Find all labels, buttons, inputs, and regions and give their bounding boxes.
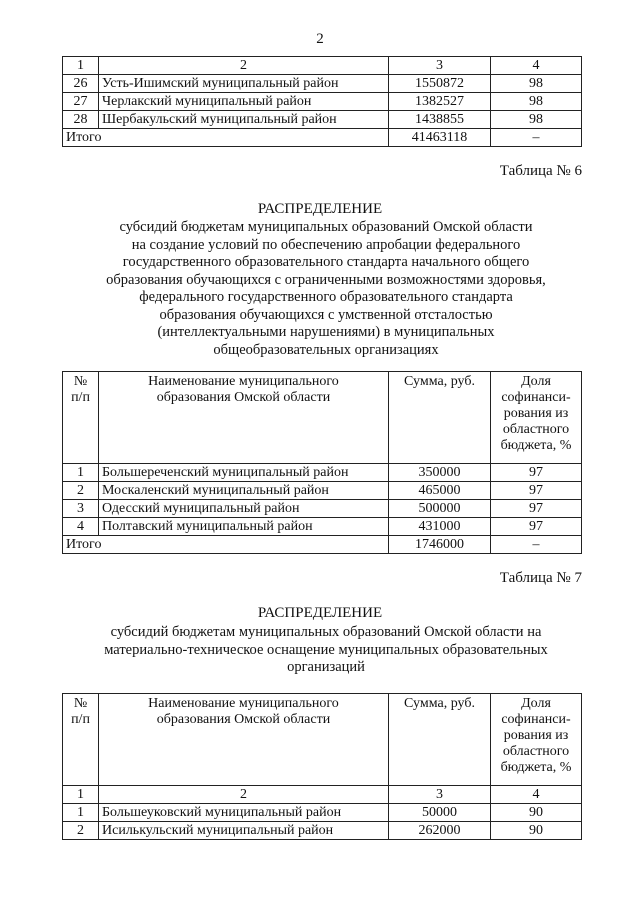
row-name: Шербакульский муниципальный район <box>99 111 389 129</box>
row-name: Усть-Ишимский муниципальный район <box>99 75 389 93</box>
table-row <box>63 500 582 518</box>
table-row <box>63 75 582 93</box>
row-share: 90 <box>491 804 582 822</box>
row-name: Полтавский муниципальный район <box>99 518 389 536</box>
row-name: Черлакский муниципальный район <box>99 93 389 111</box>
table6 <box>62 371 582 554</box>
col-number: 3 <box>389 786 491 804</box>
col-number: 1 <box>63 786 99 804</box>
table7-title: РАСПРЕДЕЛЕНИЕ <box>257 605 383 621</box>
col-number: 4 <box>491 786 582 804</box>
header-share: Доля софинанси- рования из областного бюджета, % <box>491 372 582 464</box>
subtitle-line: (интеллектуальными нарушениями) в муниципальных <box>157 324 495 340</box>
col-number: 3 <box>389 57 491 75</box>
row-sum: 1382527 <box>389 93 491 111</box>
table-row <box>63 111 582 129</box>
header-name: Наименование муниципального образования Омской области <box>99 372 389 464</box>
table7 <box>62 693 582 840</box>
table6-subtitle <box>80 219 572 359</box>
row-share: 98 <box>491 111 582 129</box>
row-share: 98 <box>491 75 582 93</box>
subtitle-line: общеобразовательных организациях <box>213 341 439 358</box>
row-sum: 1550872 <box>389 75 491 93</box>
subtitle-line: образования обучающихся с ограниченными возможностями здоровья, <box>106 271 546 288</box>
table7-number: Таблица № 7 <box>499 570 582 586</box>
row-sum: 50000 <box>389 804 491 822</box>
row-name: Москаленский муниципальный район <box>99 482 389 500</box>
table7-subtitle <box>64 624 588 677</box>
page-number: 2 <box>316 31 324 47</box>
row-share: 98 <box>491 93 582 111</box>
header-share: Доля софинанси- рования из областного бюджета, % <box>491 694 582 786</box>
subtitle-line: на создание условий по обеспечению апробации федерального <box>131 236 521 253</box>
total-row <box>63 129 582 147</box>
row-sum: 262000 <box>389 822 491 840</box>
header-row <box>63 694 582 786</box>
row-num: 1 <box>63 804 99 822</box>
row-num: 2 <box>63 822 99 840</box>
total-label: Итого <box>63 536 389 554</box>
row-name: Исилькульский муниципальный район <box>99 822 389 840</box>
row-share: 97 <box>491 500 582 518</box>
row-num: 1 <box>63 464 99 482</box>
row-name: Одесский муниципальный район <box>99 500 389 518</box>
column-number-row <box>63 786 582 804</box>
subtitle-line: государственного образовательного стандарта начального общего <box>122 254 530 270</box>
row-share: 97 <box>491 482 582 500</box>
row-sum: 465000 <box>389 482 491 500</box>
table-row <box>63 518 582 536</box>
table-continuation <box>62 56 582 147</box>
table-row <box>63 804 582 822</box>
header-sum: Сумма, руб. <box>389 694 491 786</box>
row-sum: 500000 <box>389 500 491 518</box>
total-sum: 1746000 <box>389 536 491 554</box>
header-num: № п/п <box>63 694 99 786</box>
row-num: 26 <box>63 75 99 93</box>
col-number: 4 <box>491 57 582 75</box>
row-name: Большереченский муниципальный район <box>99 464 389 482</box>
table6-title: РАСПРЕДЕЛЕНИЕ <box>257 201 383 217</box>
column-number-row <box>63 57 582 75</box>
subtitle-line: образования обучающихся с умственной отсталостью <box>159 306 493 323</box>
row-name: Большеуковский муниципальный район <box>99 804 389 822</box>
row-num: 3 <box>63 500 99 518</box>
row-num: 27 <box>63 93 99 111</box>
header-num: № п/п <box>63 372 99 464</box>
row-sum: 350000 <box>389 464 491 482</box>
table-row <box>63 822 582 840</box>
total-share: – <box>491 536 582 554</box>
row-num: 4 <box>63 518 99 536</box>
row-num: 28 <box>63 111 99 129</box>
row-sum: 431000 <box>389 518 491 536</box>
col-number: 1 <box>63 57 99 75</box>
row-num: 2 <box>63 482 99 500</box>
col-number: 2 <box>99 57 389 75</box>
subtitle-line: организаций <box>287 659 365 675</box>
total-label: Итого <box>63 129 389 147</box>
subtitle-line: материально-техническое оснащение муниципальных образовательных <box>104 641 548 658</box>
table6-number: Таблица № 6 <box>499 163 582 179</box>
subtitle-line: субсидий бюджетам муниципальных образований Омской области <box>119 219 533 235</box>
col-number: 2 <box>99 786 389 804</box>
total-sum: 41463118 <box>389 129 491 147</box>
header-row <box>63 372 582 464</box>
row-share: 90 <box>491 822 582 840</box>
row-sum: 1438855 <box>389 111 491 129</box>
row-share: 97 <box>491 464 582 482</box>
row-share: 97 <box>491 518 582 536</box>
table-row <box>63 464 582 482</box>
total-row <box>63 536 582 554</box>
subtitle-line: субсидий бюджетам муниципальных образований Омской области на <box>110 624 542 640</box>
header-sum: Сумма, руб. <box>389 372 491 464</box>
header-name: Наименование муниципального образования Омской области <box>99 694 389 786</box>
table-row <box>63 482 582 500</box>
subtitle-line: федерального государственного образовательного стандарта <box>139 289 513 305</box>
total-share: – <box>491 129 582 147</box>
table-row <box>63 93 582 111</box>
